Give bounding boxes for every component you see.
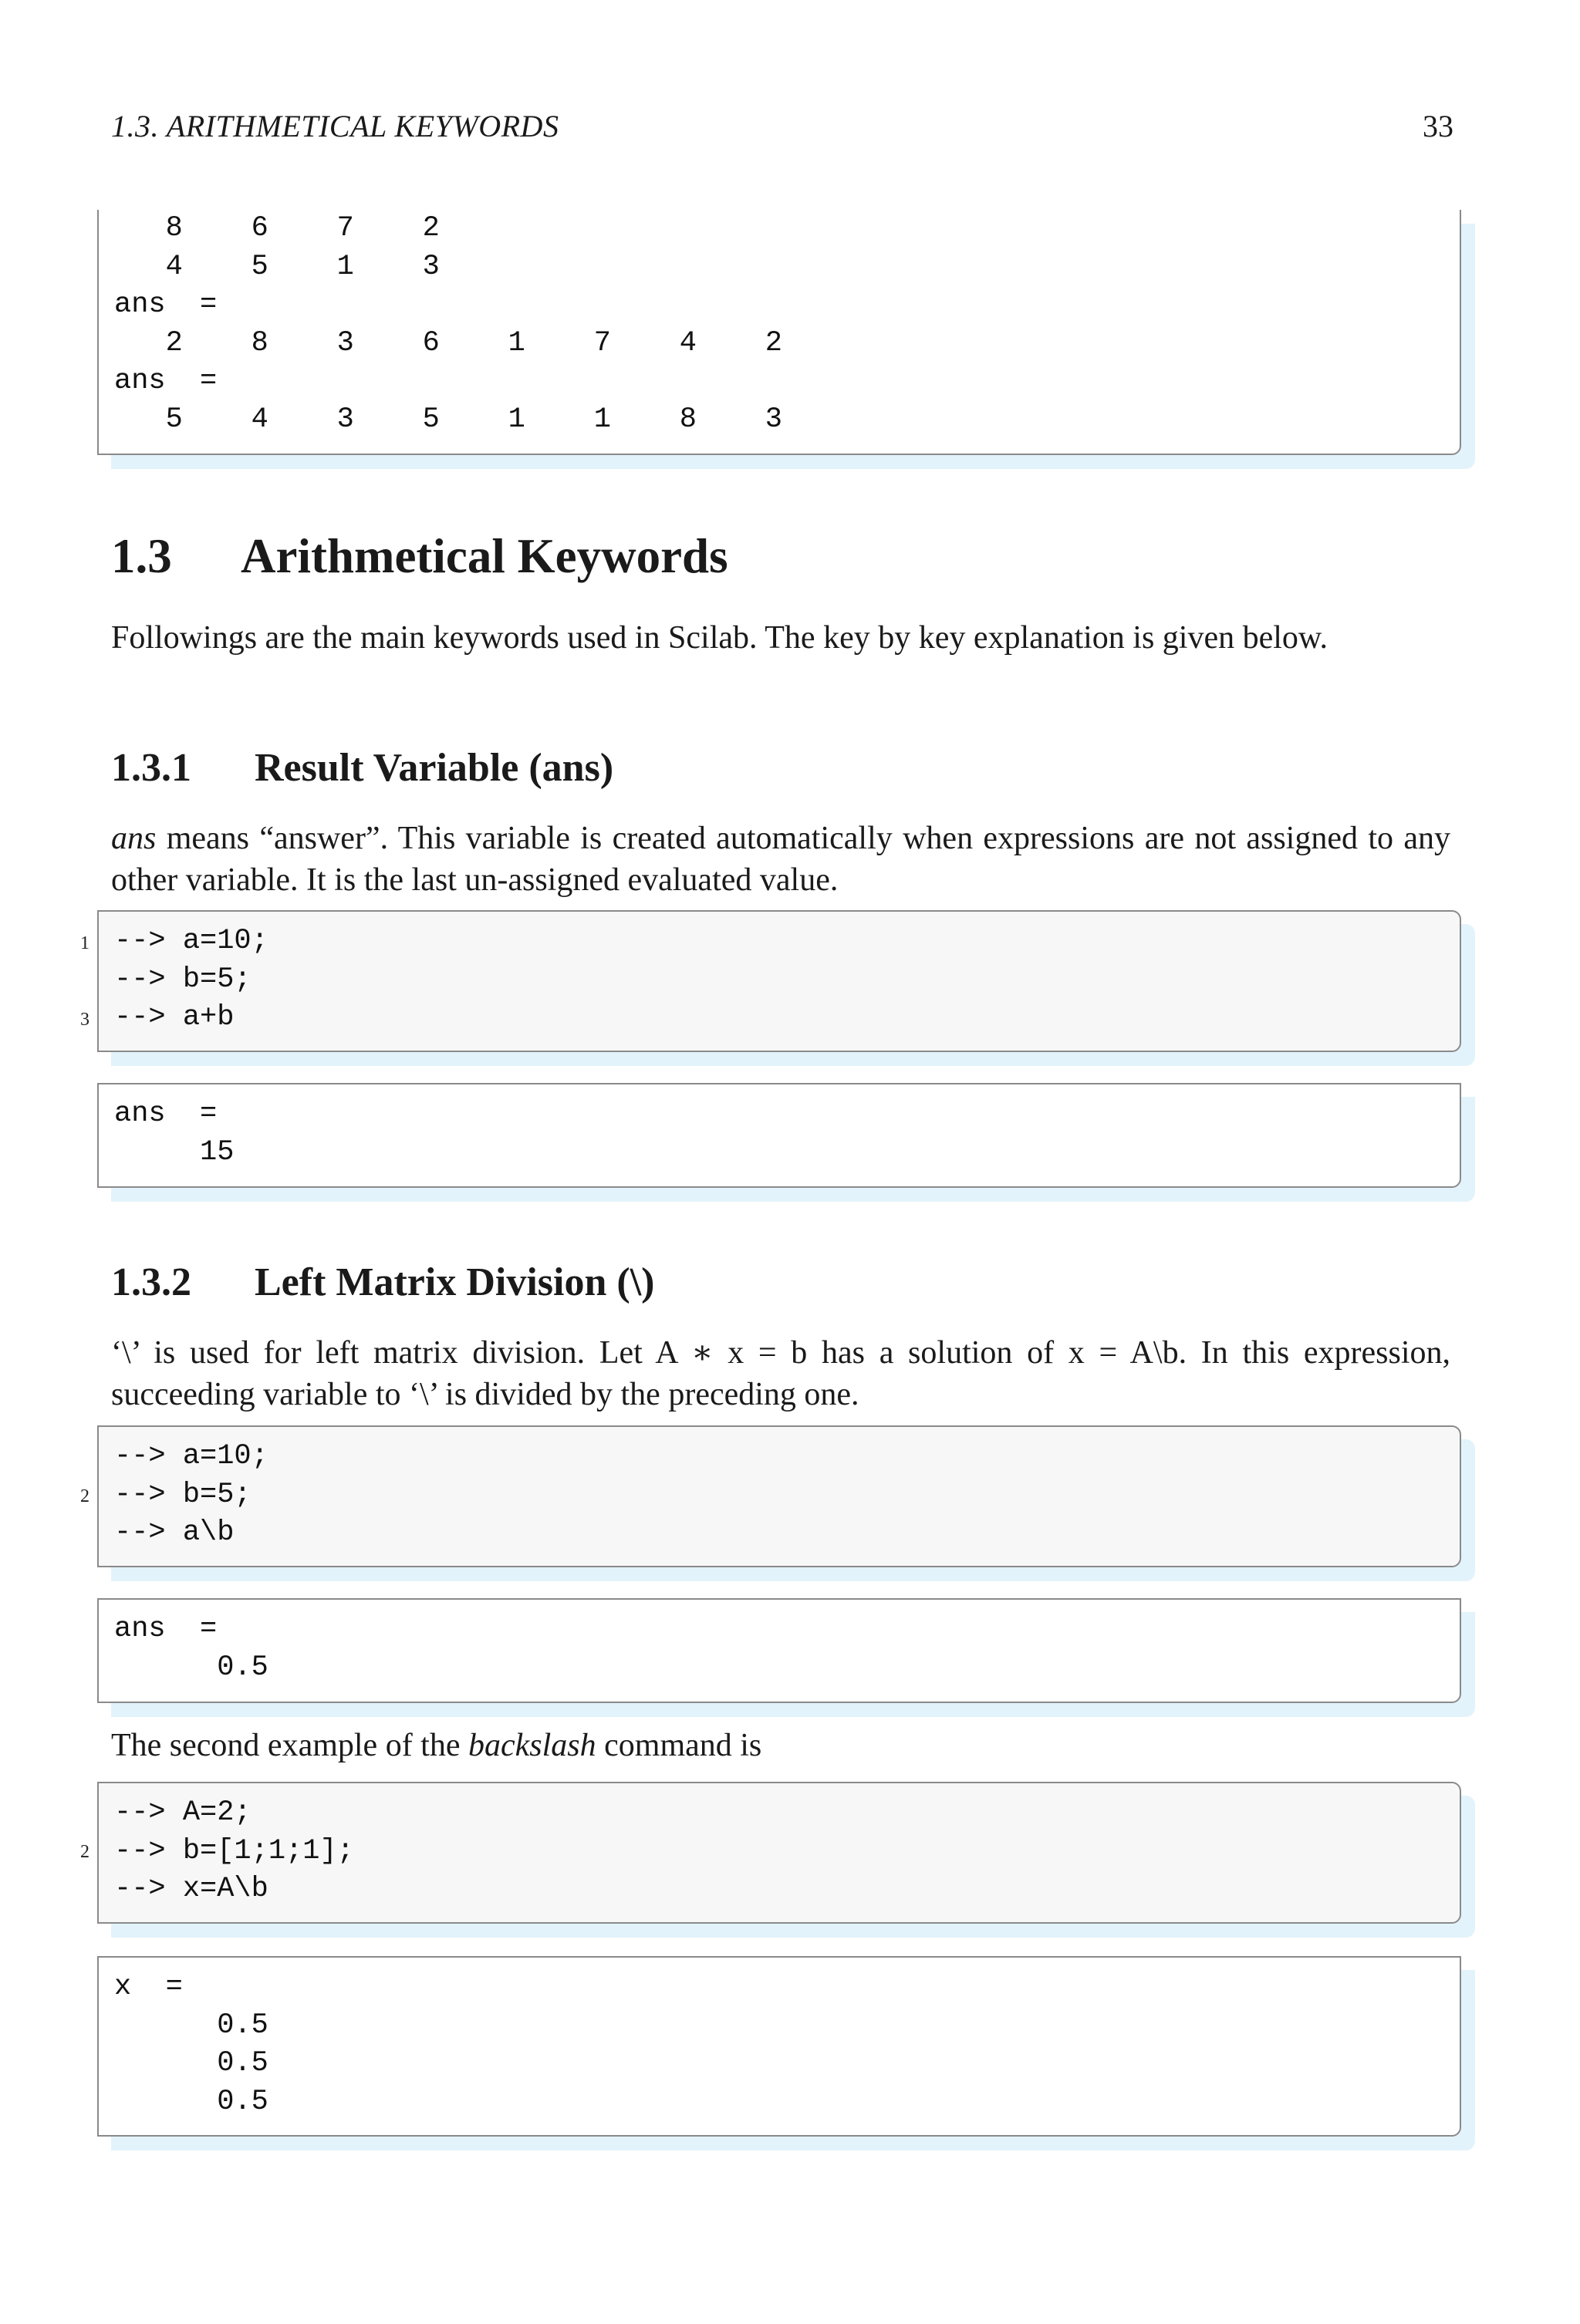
code-input: --> a=10; --> b=5; --> a\b	[114, 1440, 268, 1549]
code-output-box	[97, 1083, 1461, 1188]
subsection-1-title: Result Variable (ans)	[255, 746, 614, 790]
code-input-box	[97, 910, 1461, 1052]
section-intro: Followings are the main keywords used in Scilab. The key by key explanation is given below.	[111, 620, 1328, 656]
section-number: 1.3	[111, 529, 172, 583]
code-output: ans = 15	[114, 1098, 235, 1169]
subsection-1-paragraph	[111, 818, 1450, 901]
running-title: 1.3. ARITHMETICAL KEYWORDS	[111, 109, 559, 143]
page-number: 33	[1423, 109, 1453, 143]
code-input: --> a=10; --> b=5; --> a+b	[114, 925, 268, 1034]
subsection-1-paragraph-rest: means “answer”. This variable is created automatically when expressions are not assigned to any other variable. It is the last un-assigned evaluated value.	[111, 821, 1450, 898]
code-output: ans = 0.5	[114, 1613, 268, 1684]
code-input-box	[97, 1782, 1461, 1924]
second-example-text	[111, 1725, 1450, 1766]
line-number: 2	[80, 1842, 89, 1862]
code-output-box	[97, 1956, 1461, 2137]
section-title: Arithmetical Keywords	[241, 529, 728, 583]
code-input: --> A=2; --> b=[1;1;1]; --> x=A\b	[114, 1796, 354, 1905]
second-example-pre: The second example of the	[111, 1728, 468, 1763]
top-output-code: 8 6 7 2 4 5 1 3 ans = 2 8 3 6 1 7 4 2 ans = 5 4 3 5 1 1 8 3	[114, 212, 782, 436]
line-number: 1	[80, 933, 89, 953]
code-output-box	[97, 1598, 1461, 1703]
code-input-box	[97, 1425, 1461, 1567]
subsection-2-number: 1.3.2	[111, 1260, 191, 1304]
code-output: x = 0.5 0.5 0.5	[114, 1971, 268, 2118]
subsection-2-paragraph: ‘\’ is used for left matrix division. Let A ∗ x = b has a solution of x = A\b. In this expression, succeeding variable to ‘\’ is divided by the preceding one.	[111, 1335, 1450, 1412]
backslash-italic: backslash	[468, 1728, 596, 1763]
top-output-box	[97, 210, 1461, 455]
subsection-2-title: Left Matrix Division (\)	[255, 1260, 655, 1304]
subsection-1-number: 1.3.1	[111, 746, 191, 790]
ans-italic: ans	[111, 821, 157, 856]
line-number: 2	[80, 1486, 89, 1506]
line-number: 3	[80, 1010, 89, 1030]
second-example-post: command is	[596, 1728, 762, 1763]
